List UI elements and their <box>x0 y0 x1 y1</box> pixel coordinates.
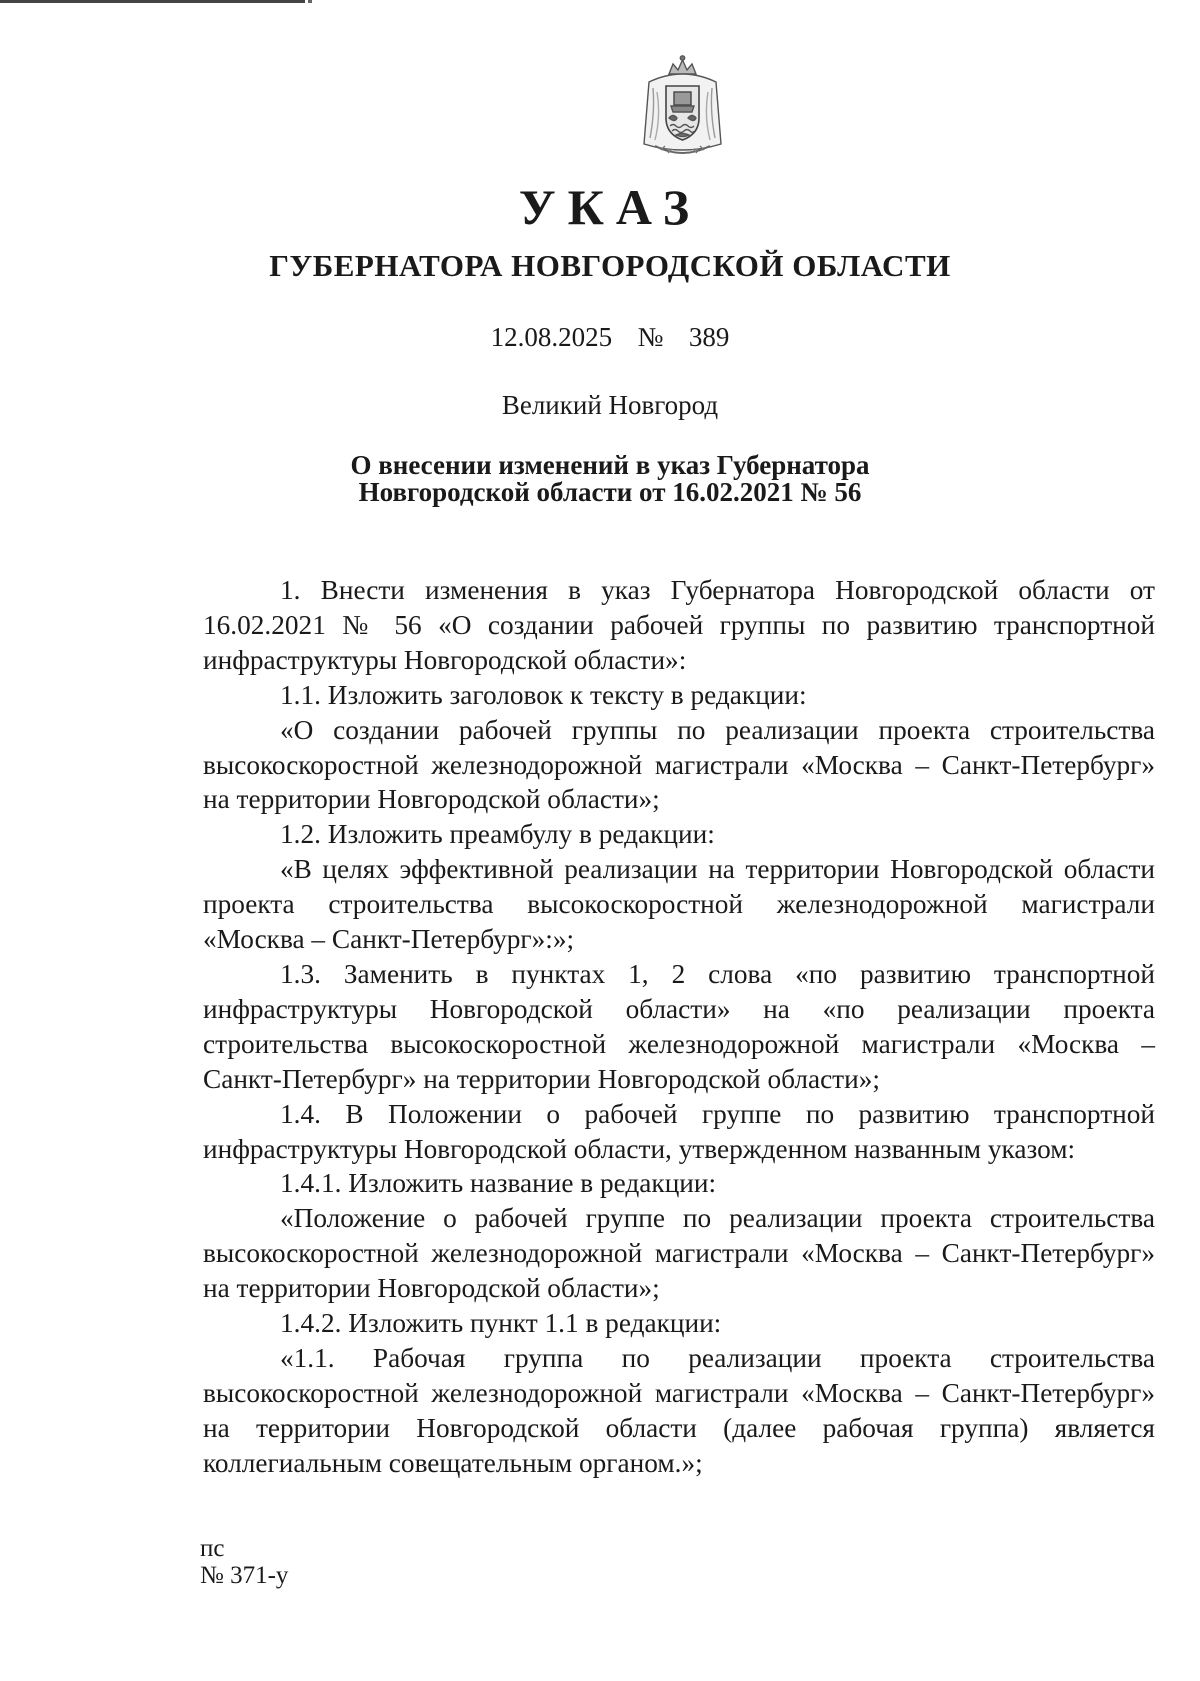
footer-registration-number: № 371-у <box>200 1562 289 1589</box>
document-type-title: УКАЗ <box>518 179 702 235</box>
subject-line-2: Новгородской области от 16.02.2021 № 56 <box>358 477 862 507</box>
body-paragraph: 1. Внести изменения в указ Губернатора Новгородской области от 16.02.2021 № 56 «О создании рабочей группы по развитию транспортной инфраструктуры Новгородской области»: <box>203 575 1155 675</box>
subject-line-1: О внесении изменений в указ Губернатора <box>350 450 870 480</box>
document-subject <box>0 452 1200 506</box>
body-paragraph: 1.4.2. Изложить пункт 1.1 в редакции: <box>280 1308 722 1339</box>
date-number-line: 12.08.2025 № 389 <box>490 322 730 352</box>
body-paragraph: «Положение о рабочей группе по реализации проекта строительства высокоскоростной железнодорожной магистрали «Москва – Санкт-Петербург» на территории Новгородской области»; <box>203 1203 1155 1304</box>
body-paragraph: 1.4. В Положении о рабочей группе по развитию транспортной инфраструктуры Новгородской области, утвержденном названным указом: <box>203 1098 1155 1164</box>
issuer-title: ГУБЕРНАТОРА НОВГОРОДСКОЙ ОБЛАСТИ <box>269 248 951 283</box>
city-line: Великий Новгород <box>501 390 719 420</box>
body-paragraph: 1.3. Заменить в пунктах 1, 2 слова «по развитию транспортной инфраструктуры Новгородской области» на «по реализации проекта строительства высокоскоростной железнодорожной магистрали «Москва – Санкт-Петербург» на территории Новгородской области»; <box>203 958 1155 1094</box>
body-paragraph: 1.2. Изложить преамбулу в редакции: <box>280 819 715 850</box>
body-paragraph: 1.1. Изложить заголовок к тексту в редакции: <box>280 679 807 710</box>
document-footer <box>200 1535 288 1589</box>
body-paragraph: «О создании рабочей группы по реализации проекта строительства высокоскоростной железнодорожной магистрали «Москва – Санкт-Петербург» на территории Новгородской области»; <box>203 714 1155 815</box>
body-paragraph: 1.4.1. Изложить название в редакции: <box>280 1168 717 1199</box>
footer-code: пс <box>200 1535 225 1562</box>
scan-edge-line <box>0 0 305 3</box>
body-paragraph: «1.1. Рабочая группа по реализации проекта строительства высокоскоростной железнодорожной магистрали «Москва – Санкт-Петербург» на территории Новгородской области (далее рабочая группа) является коллегиальным совещательным органом.»; <box>203 1342 1155 1478</box>
novgorod-coat-of-arms-icon <box>635 52 730 160</box>
document-body <box>203 573 1155 1481</box>
body-paragraph: «В целях эффективной реализации на территории Новгородской области проекта строительства высокоскоростной железнодорожной магистрали «Москва – Санкт-Петербург»:»; <box>203 854 1155 955</box>
scan-edge-tick <box>308 0 312 3</box>
